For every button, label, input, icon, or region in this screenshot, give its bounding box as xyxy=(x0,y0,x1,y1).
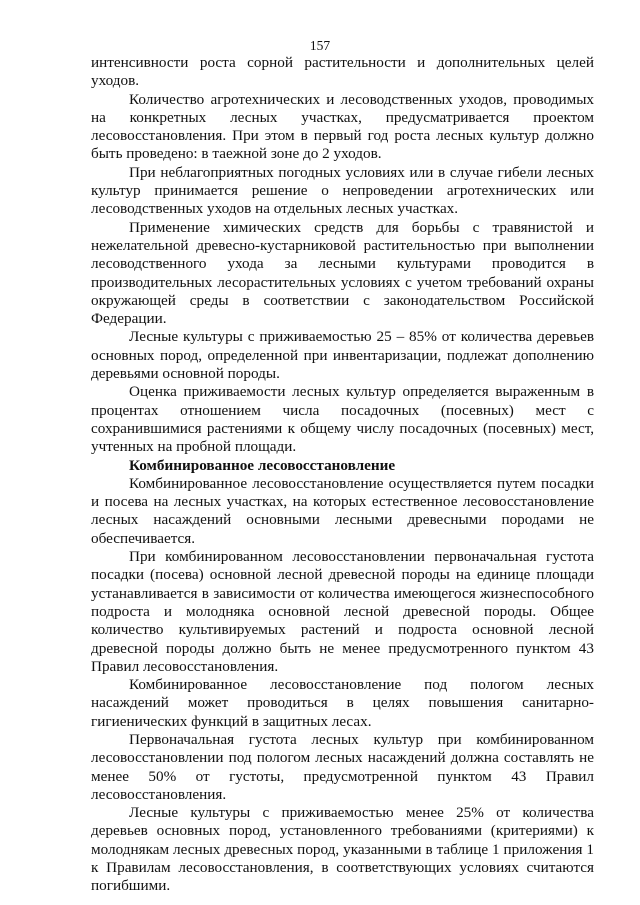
paragraph-care-count: Количество агротехнических и лесоводственных уходов, проводимых на конкретных лесных участках, предусматривается проектом лесовосстановления. При этом в первый год роста лесных культур должно быть проведено: в таежной зоне до 2 уходов. xyxy=(91,90,594,163)
paragraph-survival-assessment: Оценка приживаемости лесных культур определяется выраженным в процентах отношением числа посадочных (посевных) мест с сохранившимися растениями к общему числу посадочных (посевных) мест, учтенных на пробной площади. xyxy=(91,383,594,456)
section-heading: Комбинированное лесовосстановление xyxy=(129,456,396,474)
paragraph-initial-density: Первоначальная густота лесных культур при комбинированном лесовосстановлении под пологом лесных насаждений должна составлять не менее 50% от густоты, предусмотренной пунктом 43 Правил лесовосстановления. xyxy=(91,730,594,803)
page-number: 157 xyxy=(309,38,331,53)
paragraph-adverse-conditions: При неблагоприятных погодных условиях или в случае гибели лесных культур принимается решение о непроведении агротехнических или лесоводственных уходов на отдельных лесных участках. xyxy=(91,163,594,218)
paragraph-continuation: интенсивности роста сорной растительности и дополнительных целей уходов. xyxy=(91,54,594,90)
paragraph-survival-rate-supplement: Лесные культуры с приживаемостью 25 – 85% от количества деревьев основных пород, определенной при инвентаризации, подлежат дополнению деревьями основной породы. xyxy=(91,328,594,383)
paragraph-chemical-agents: Применение химических средств для борьбы с травянистой и нежелательной древесно-кустарниковой растительностью при выполнении лесоводственного ухода за лесными культурами проводится в производительных лесорастительных условиях с учетом требований охраны окружающей среды в соответствии с законодательством Российской Федерации. xyxy=(91,218,594,328)
paragraph-combined-canopy: Комбинированное лесовосстановление под пологом лесных насаждений может проводиться в целях повышения санитарно-гигиенических функций в защитных лесах. xyxy=(91,676,594,730)
paragraph-dead-cultures: Лесные культуры с приживаемостью менее 25% от количества деревьев основных пород, установленного требованиями (критериями) к молоднякам лесных древесных пород, указанными в таблице 1 приложения 1 к Правилам лесовосстановления, в соответствующих условиях считаются погибшими. xyxy=(91,804,594,895)
paragraph-combined-definition: Комбинированное лесовосстановление осуществляется путем посадки и посева на лесных участках, на которых естественное лесовосстановление лесных насаждений основными лесными древесными породами не обеспечивается. xyxy=(91,474,594,547)
page-content xyxy=(91,54,594,896)
paragraph-combined-density: При комбинированном лесовосстановлении первоначальная густота посадки (посева) основной лесной древесной породы на единице площади устанавливается в зависимости от количества имеющегося жизнеспособного подроста и молодняка основной лесной древесной породы. Общее количество культивируемых растений и подроста основной лесной древесной породы должно быть не менее предусмотренного пунктом 43 Правил лесовосстановления. xyxy=(91,548,594,675)
